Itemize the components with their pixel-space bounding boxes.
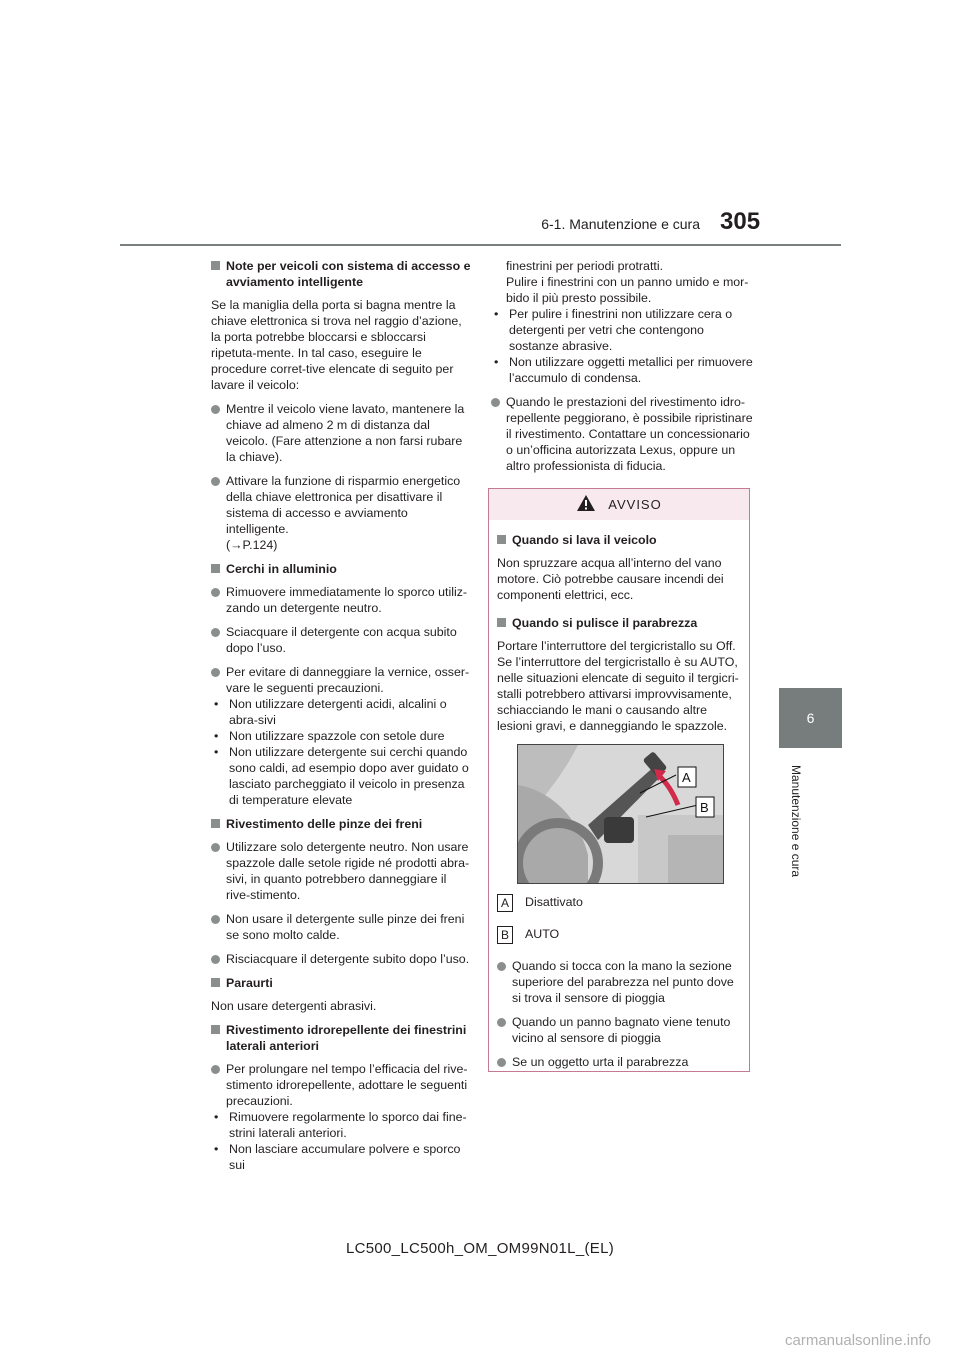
round-bullet-icon [211,477,220,486]
chapter-tab[interactable] [779,688,842,748]
round-bullet-icon [211,628,220,637]
chapter-number: 6 [806,710,815,726]
round-bullet-icon [497,1018,506,1027]
round-bullet-icon [211,1065,220,1074]
paragraph: Portare l’interruttore del tergicristallo su Off. Se l’interruttore del tergicristallo è su AUTO, nelle situazioni elencate di seguito il tergicri-stalli potrebbero attivarsi improvvisamente, schiacciando le mani o causando altre lesioni gravi, e danneggiando le spazzole. [497,639,739,733]
list-item: Quando un panno bagnato viene tenuto vicino al sensore di pioggia [497,1014,741,1046]
round-bullet-icon [211,668,220,677]
page-number: 305 [720,208,761,235]
list-item: Rimuovere immediatamente lo sporco utiliz-zando un detergente neutro. [211,584,471,616]
list-item: Utilizzare solo detergente neutro. Non usare spazzole dalle setole rigide né prodotti abra-sivi, in quanto potrebbero danneggiare il rive-stimento. [211,839,471,903]
round-bullet-icon [211,843,220,852]
section-heading: Paraurti [211,975,471,991]
header-divider [120,244,841,246]
square-bullet-icon [211,564,220,573]
round-bullet-icon [497,962,506,971]
list-item: Mentre il veicolo viene lavato, mantenere la chiave ad almeno 2 m di distanza dal veicolo. (Fare attenzione a non farsi rubare la chiave). [211,401,471,465]
paragraph: Non spruzzare acqua all’interno del vano motore. Ciò potrebbe causare incendi dei componenti elettrici, ecc. [497,556,724,602]
list-item: Quando si tocca con la mano la sezione superiore del parabrezza nel punto dove si trova il sensore di pioggia [497,958,741,1006]
page-reference-link[interactable]: (→P.124) [226,538,278,552]
warning-header [489,489,749,520]
list-item: Se un oggetto urta il parabrezza [497,1054,741,1070]
paragraph: Non usare detergenti abrasivi. [211,999,377,1013]
square-bullet-icon [211,978,220,987]
round-bullet-icon [211,588,220,597]
header-section-title: 6-1. Manutenzione e cura [541,216,700,232]
list-item: Per evitare di danneggiare la vernice, osser-vare le seguenti precauzioni. [211,664,471,696]
sub-list-item: • Non utilizzare detergente sui cerchi quando sono caldi, ad esempio dopo aver guidato o lasciato parcheggiato il veicolo in presenza di temperature elevate [214,745,469,807]
section-heading: Rivestimento idrorepellente dei finestrini laterali anteriori [211,1022,471,1054]
sub-list-item: • Non utilizzare oggetti metallici per rimuovere l’accumulo di condensa. [494,355,753,385]
paragraph: Se la maniglia della porta si bagna mentre la chiave elettronica si trova nel raggio d’azione, la porta potrebbe bloccarsi e sbloccarsi ripetuta-mente. In tal caso, eseguire le procedure corret-tive elencate di seguito per lavare il veicolo: [211,298,462,392]
list-item: Attivare la funzione di risparmio energetico della chiave elettronica per disattivare il sistema di accesso e avviamento intelligente. (→P.124) [211,473,471,553]
round-bullet-icon [211,405,220,414]
square-bullet-icon [211,261,220,270]
round-bullet-icon [211,915,220,924]
manual-code: LC500_LC500h_OM_OM99N01L_(EL) [345,1240,615,1257]
warning-box [488,488,750,1072]
sub-list-item: • Rimuovere regolarmente lo sporco dai fine-strini laterali anteriori. [214,1110,467,1140]
round-bullet-icon [497,1058,506,1067]
list-item: Quando le prestazioni del rivestimento idro-repellente peggiorano, è possibile ripristinare il rivestimento. Contattare un concessionario o un’officina autorizzata Lexus, oppure un altro professionista di fiducia. [491,394,753,474]
list-item: Non usare il detergente sulle pinze dei freni se sono molto calde. [211,911,471,943]
section-heading: Quando si lava il veicolo [497,532,741,548]
fig-label-b: B [700,800,709,815]
sub-list-item: • Per pulire i finestrini non utilizzare cera o detergenti per vetri che contengono sostanze abrasive. [494,307,733,353]
section-heading: Quando si pulisce il parabrezza [497,615,741,631]
left-column [211,258,471,1173]
paragraph: finestrini per periodi protratti. [506,259,664,273]
paragraph: Pulire i finestrini con un panno umido e mor-bido il più presto possibile. [506,275,749,305]
square-bullet-icon [211,1025,220,1034]
right-column [491,258,753,482]
square-bullet-icon [211,819,220,828]
sub-list-item: • Non utilizzare spazzole con setole dure [214,729,445,743]
watermark: carmanualsonline.info [785,1332,931,1349]
square-bullet-icon [497,618,506,627]
warning-title: AVVISO [608,497,662,512]
round-bullet-icon [491,398,500,407]
list-item: Risciacquare il detergente subito dopo l’uso. [211,951,471,967]
fig-label-a: A [682,770,691,785]
wiper-lever-illustration [517,744,724,884]
section-heading: Note per veicoli con sistema di accesso e avviamento intelligente [211,258,471,290]
list-item: Sciacquare il detergente con acqua subito dopo l’uso. [211,624,471,656]
section-heading: Rivestimento delle pinze dei freni [211,816,471,832]
list-item: Per prolungare nel tempo l’efficacia del rive-stimento idrorepellente, adottare le seguenti precauzioni. [211,1061,471,1109]
section-heading: Cerchi in alluminio [211,561,471,577]
round-bullet-icon [211,955,220,964]
square-bullet-icon [497,535,506,544]
sub-list-item: • Non utilizzare detergenti acidi, alcalini o abra-sivi [214,697,447,727]
legend-item-a: A Disattivato [497,894,741,912]
legend-item-b: B AUTO [497,926,741,944]
chapter-title: Manutenzione e cura [789,765,803,878]
sub-list-item: • Non lasciare accumulare polvere e sporco sui [214,1142,461,1172]
warning-triangle-icon [576,494,596,515]
